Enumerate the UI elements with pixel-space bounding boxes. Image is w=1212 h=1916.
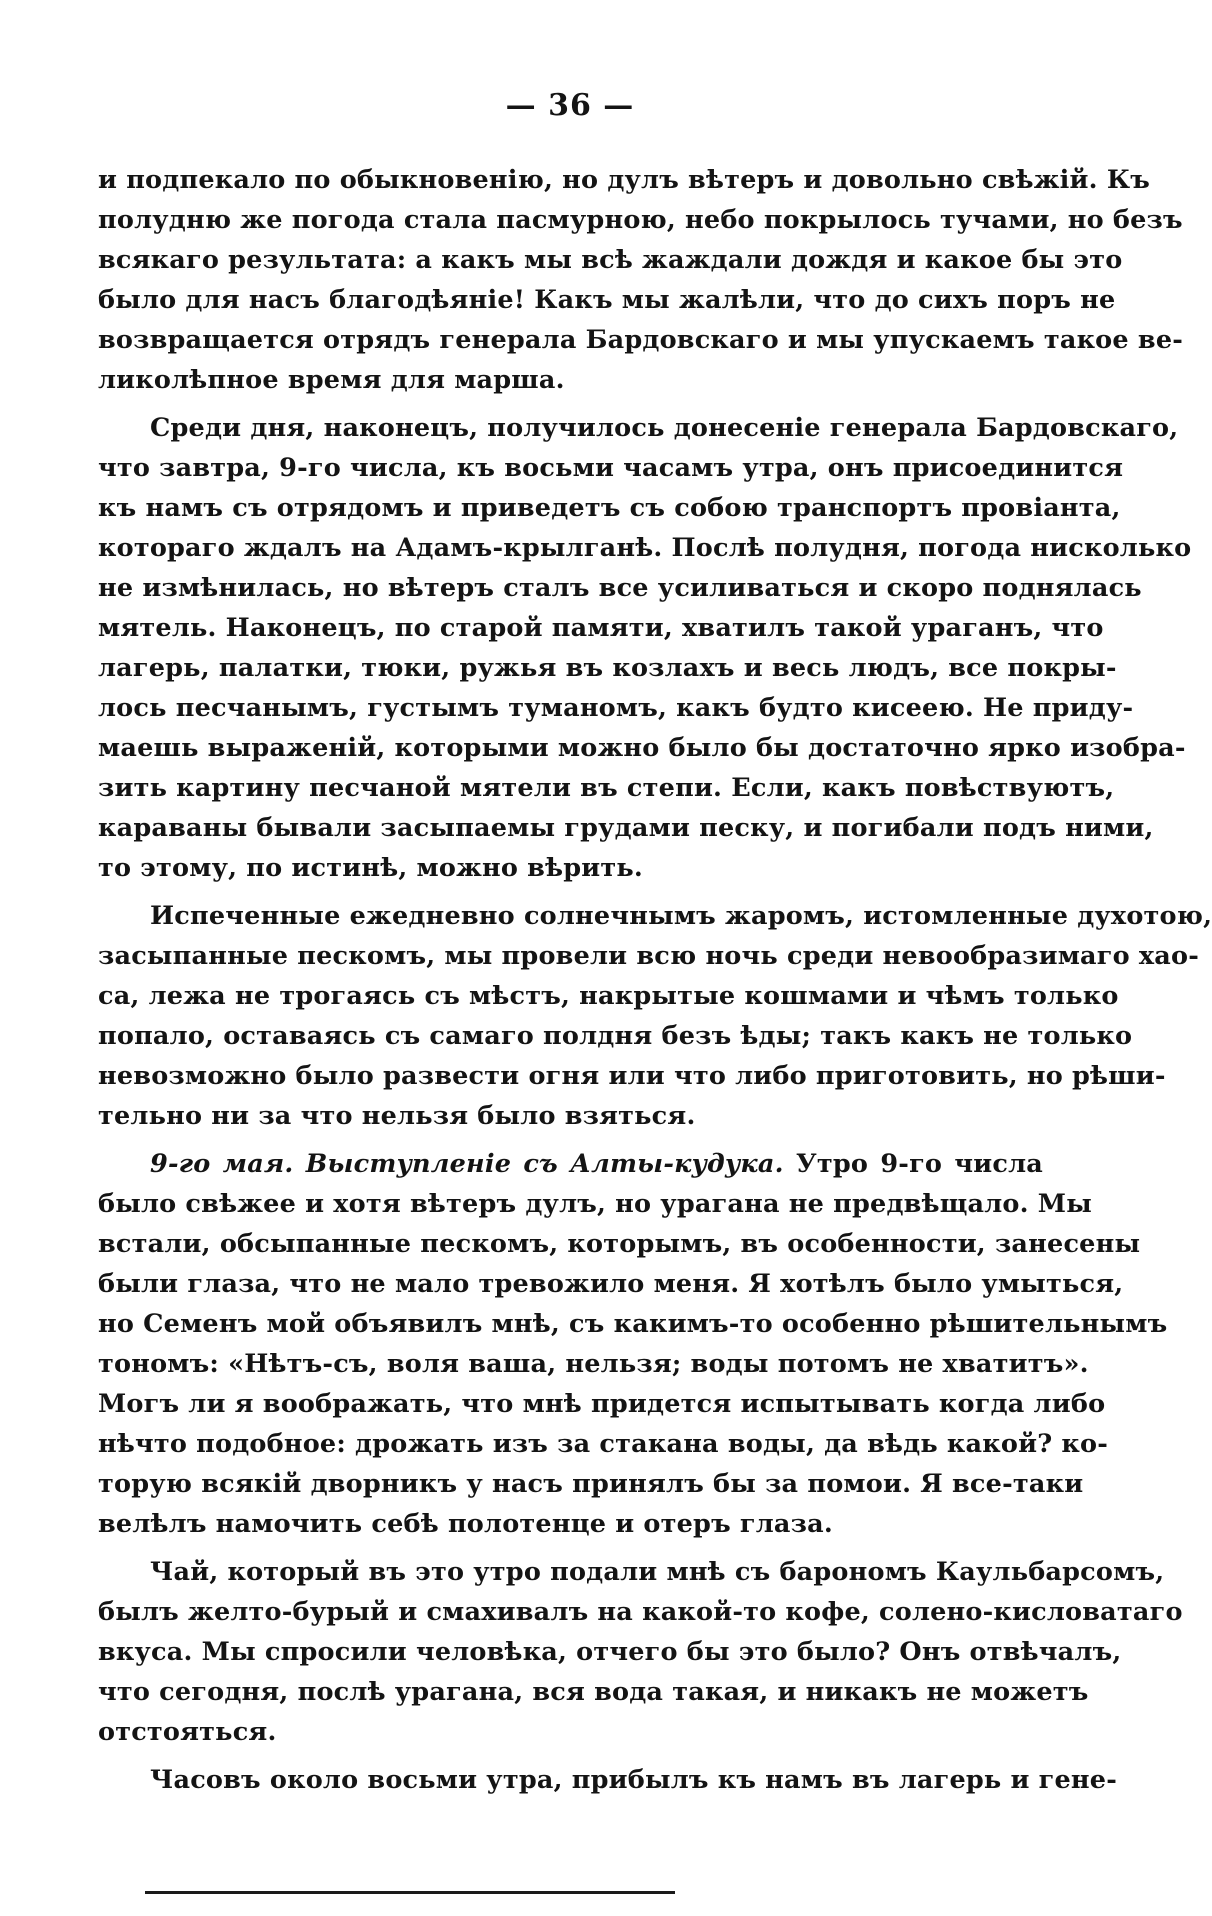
text-line: было свѣжее и хотя вѣтеръ дулъ, но урагана не предвѣщало. Мы (98, 1189, 1092, 1219)
text-line: и подпекало по обыкновенію, но дулъ вѣтеръ и довольно свѣжій. Къ (98, 165, 1150, 195)
text-line: что завтра, 9-го числа, къ восьми часамъ утра, онъ присоединится (98, 453, 1124, 483)
text-line: Часовъ около восьми утра, прибылъ къ намъ въ лагерь и гене- (150, 1765, 1117, 1795)
text-line: лось песчанымъ, густымъ туманомъ, какъ будто кисеею. Не приду- (98, 693, 1134, 723)
text-line: зить картину песчаной мятели въ степи. Если, какъ повѣствуютъ, (98, 773, 1115, 803)
text-line: торую всякій дворникъ у насъ принялъ бы за помои. Я все-таки (98, 1469, 1084, 1499)
text-line: что сегодня, послѣ урагана, вся вода такая, и никакъ не можетъ (98, 1677, 1089, 1707)
body-text (98, 160, 1212, 1800)
text-line: Среди дня, наконецъ, получилось донесеніе генерала Бардовскаго, (150, 413, 1179, 443)
text-line (98, 1144, 1043, 1184)
text-line: было для насъ благодѣяніе! Какъ мы жалѣли, что до сихъ поръ не (98, 285, 1116, 315)
paragraph (98, 1760, 1117, 1800)
text-line: тономъ: «Нѣтъ-съ, воля ваша, нельзя; воды потомъ не хватитъ». (98, 1349, 1089, 1379)
text-line: Могъ ли я воображать, что мнѣ придется испытывать когда либо (98, 1389, 1106, 1419)
text-line: мятель. Наконецъ, по старой памяти, хватилъ такой ураганъ, что (98, 613, 1104, 643)
text-line: Чай, который въ это утро подали мнѣ съ барономъ Каульбарсомъ, (150, 1557, 1165, 1587)
text-line: но Семенъ мой объявилъ мнѣ, съ какимъ-то особенно рѣшительнымъ (98, 1309, 1168, 1339)
text-line: са, лежа не трогаясь съ мѣстъ, накрытые кошмами и чѣмъ только (98, 981, 1119, 1011)
text-line: былъ желто-бурый и смахивалъ на какой-то кофе, солено-кисловатаго (98, 1597, 1183, 1627)
text-line: попало, оставаясь съ самаго полдня безъ ѣды; такъ какъ не только (98, 1021, 1133, 1051)
text-line: велѣлъ намочить себѣ полотенце и отеръ глаза. (98, 1509, 833, 1539)
paragraph (98, 160, 1184, 400)
paragraph (98, 408, 1192, 888)
text-line: Испеченные ежедневно солнечнымъ жаромъ, истомленные духотою, (150, 901, 1212, 931)
heading-line-rest: Утро 9-го числа (783, 1149, 1043, 1179)
text-line: вкуса. Мы спросили человѣка, отчего бы это было? Онъ отвѣчалъ, (98, 1637, 1122, 1667)
text-line: лагерь, палатки, тюки, ружья въ козлахъ и весь людъ, все покры- (98, 653, 1117, 683)
text-line: котораго ждалъ на Адамъ-крылганѣ. Послѣ полудня, погода нисколько (98, 533, 1192, 563)
text-line: маешь выраженій, которыми можно было бы достаточно ярко изобра- (98, 733, 1186, 763)
page-number: — 36 — (505, 88, 635, 123)
text-line: встали, обсыпанные пескомъ, которымъ, въ особенности, занесены (98, 1229, 1141, 1259)
text-line: возвращается отрядъ генерала Бардовскаго и мы упускаемъ такое ве- (98, 325, 1184, 355)
text-line: невозможно было развести огня или что либо приготовить, но рѣши- (98, 1061, 1166, 1091)
text-line: къ намъ съ отрядомъ и приведетъ съ собою транспортъ провіанта, (98, 493, 1121, 523)
paragraph (98, 1144, 1168, 1544)
text-line: полудню же погода стала пасмурною, небо покрылось тучами, но безъ (98, 205, 1183, 235)
text-line: нѣчто подобное: дрожать изъ за стакана воды, да вѣдь какой? ко- (98, 1429, 1109, 1459)
text-line: караваны бывали засыпаемы грудами песку, и погибали подъ ними, (98, 813, 1154, 843)
text-line: были глаза, что не мало тревожило меня. Я хотѣлъ было умыться, (98, 1269, 1124, 1299)
text-line: отстояться. (98, 1717, 277, 1747)
text-line: тельно ни за что нельзя было взяться. (98, 1101, 696, 1131)
paragraph (98, 896, 1212, 1136)
text-line: засыпанные пескомъ, мы провели всю ночь среди невообразимаго хао- (98, 941, 1200, 971)
text-line: всякаго результата: а какъ мы всѣ жаждали дождя и какое бы это (98, 245, 1123, 275)
bottom-rule (145, 1891, 675, 1894)
paragraph (98, 1552, 1183, 1752)
text-line: то этому, по истинѣ, можно вѣрить. (98, 853, 643, 883)
section-heading: 9-го мая. Выступленіе съ Алты-кудука. (150, 1149, 784, 1179)
text-line: не измѣнилась, но вѣтеръ сталъ все усиливаться и скоро поднялась (98, 573, 1142, 603)
text-line: ликолѣпное время для марша. (98, 365, 565, 395)
